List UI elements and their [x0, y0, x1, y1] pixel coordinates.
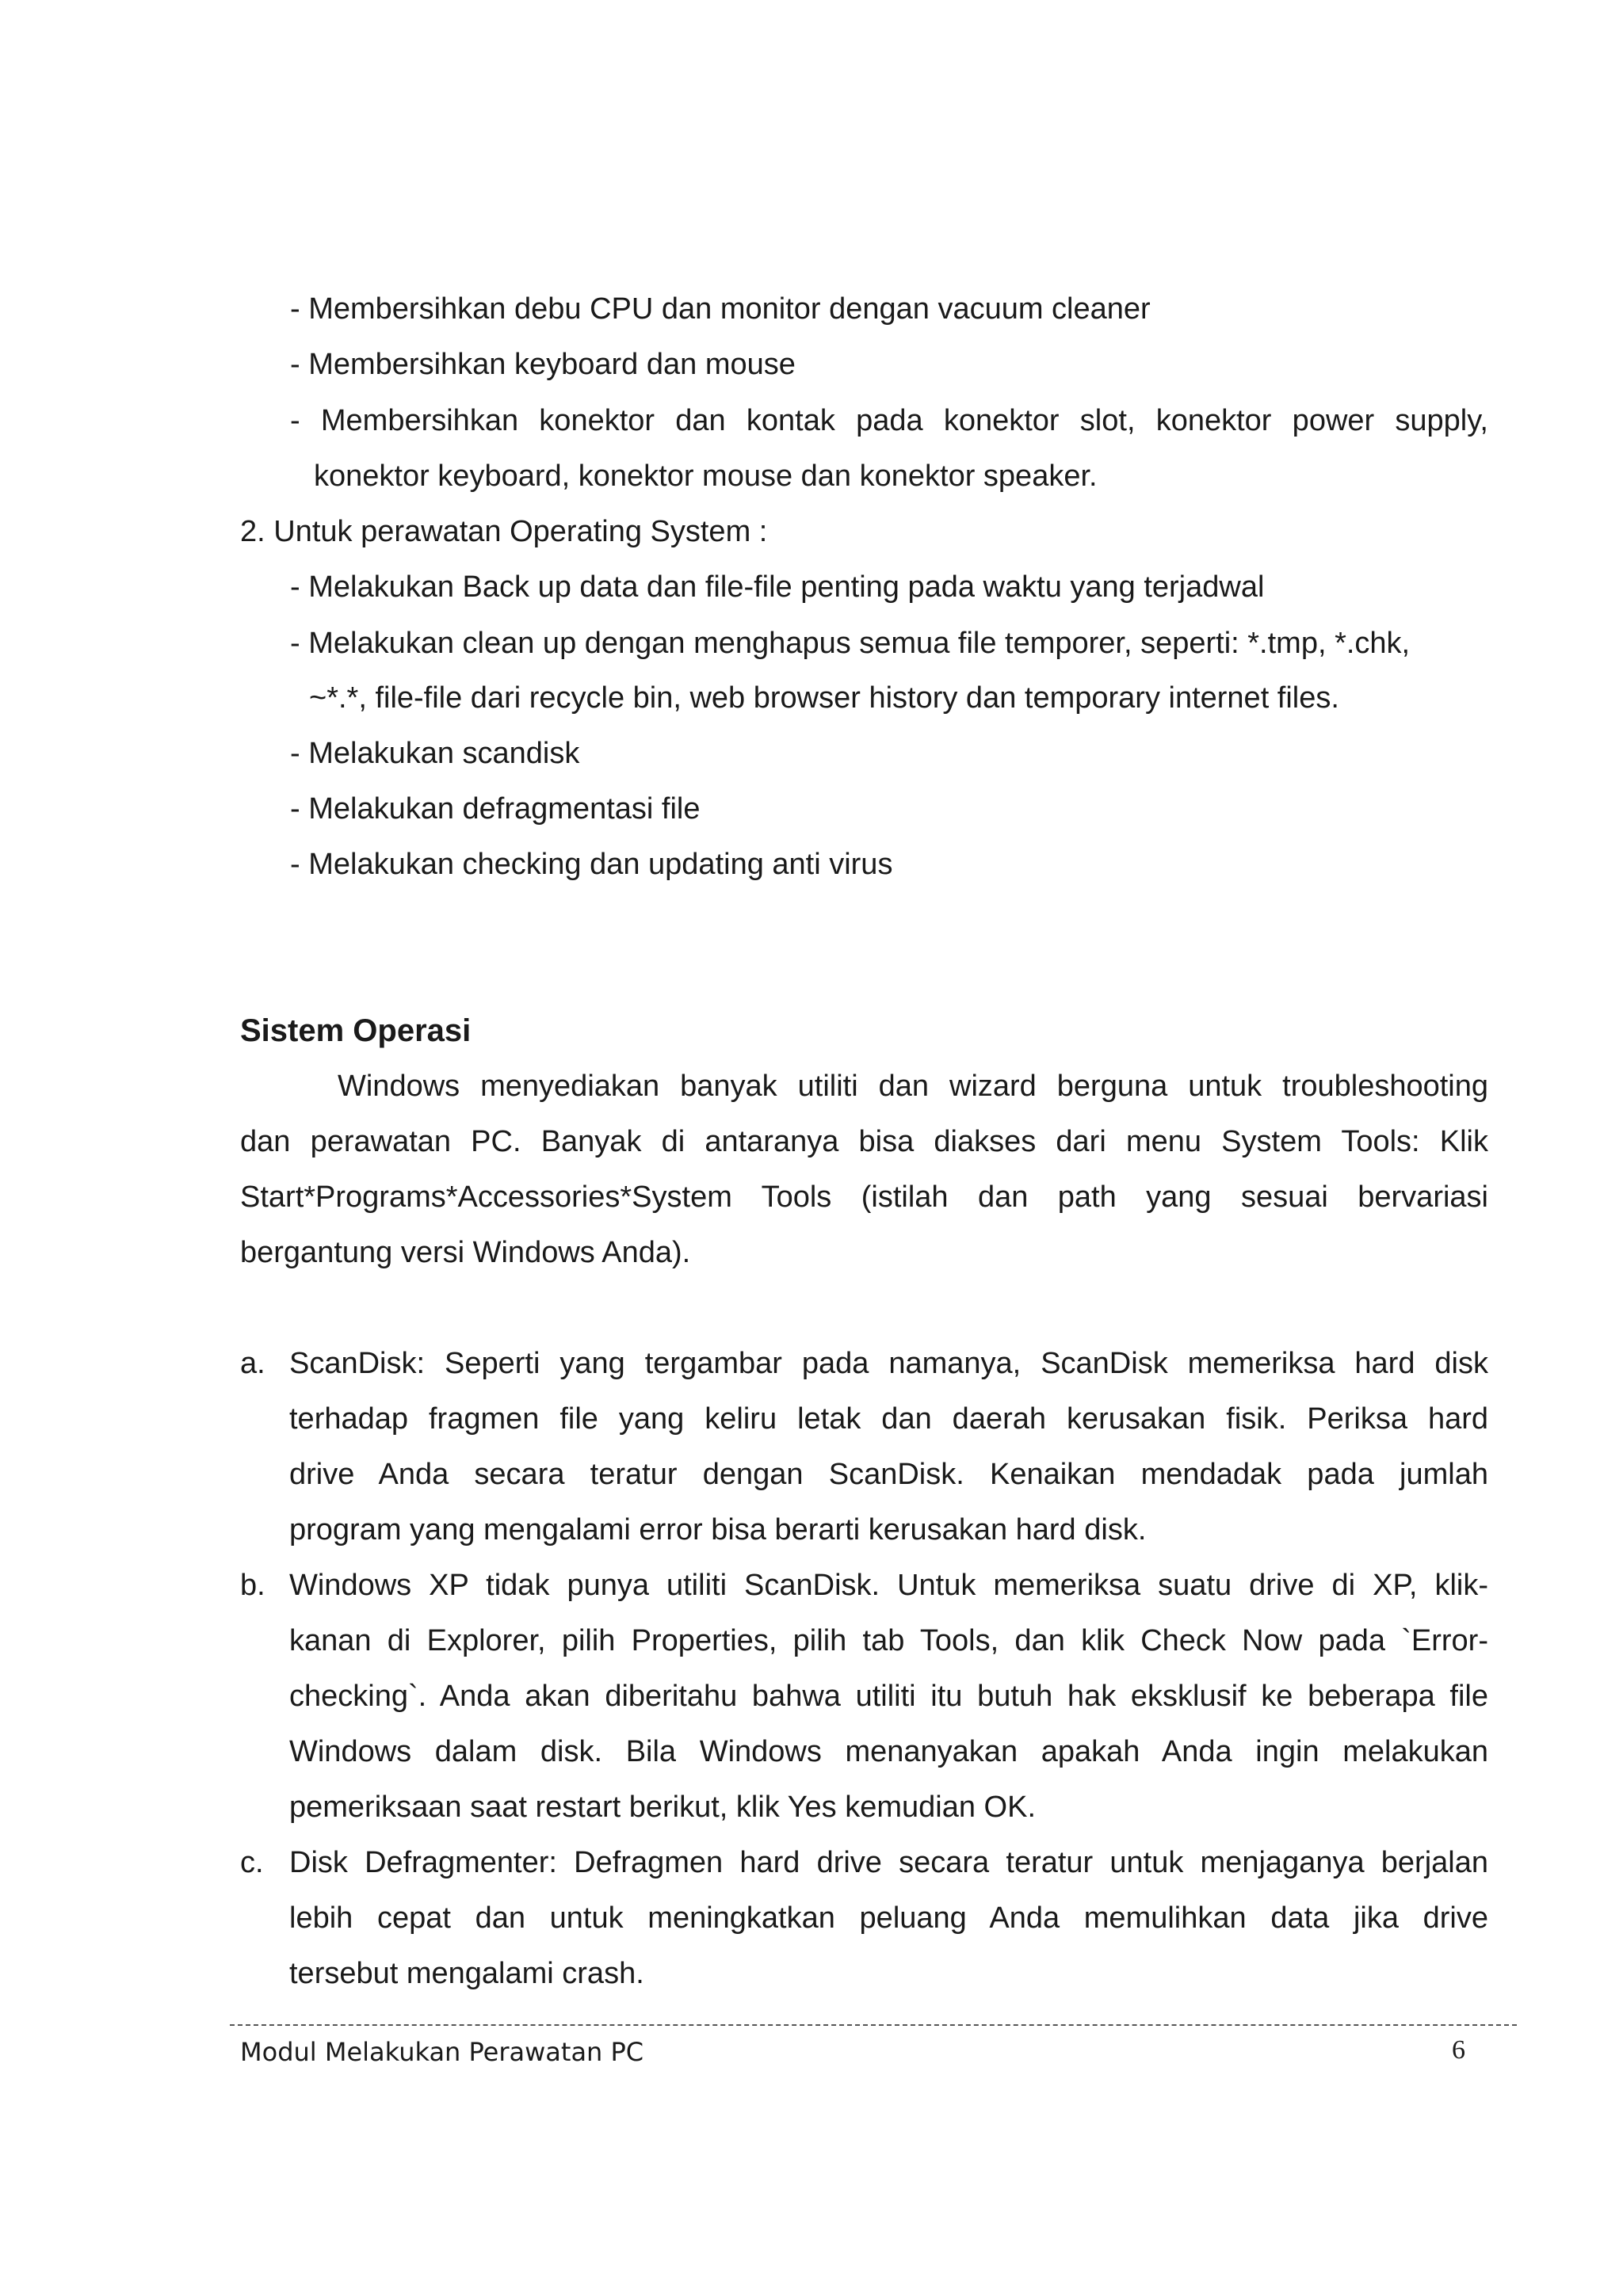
item-a-line-1: ScanDisk: Seperti yang tergambar pada namanya, ScanDisk memeriksa hard disk — [289, 1347, 1488, 1380]
section-heading: Sistem Operasi — [240, 1013, 472, 1048]
item-c-line-3: tersebut mengalami crash. — [289, 1957, 644, 1990]
intro-line-2: dan perawatan PC. Banyak di antaranya bisa diakses dari menu System Tools: Klik — [240, 1125, 1488, 1158]
item-c-marker: c. — [240, 1846, 264, 1879]
item-a-line-2: terhadap fragmen file yang keliru letak dan daerah kerusakan fisik. Periksa hard — [289, 1402, 1488, 1436]
item-b-line-2: kanan di Explorer, pilih Properties, pilih tab Tools, dan klik Check Now pada `Error- — [289, 1624, 1488, 1657]
os-item-2: - Melakukan clean up dengan menghapus semua file temporer, seperti: *.tmp, *.chk, — [290, 627, 1411, 660]
item-a-line-3: drive Anda secara teratur dengan ScanDisk. Kenaikan mendadak pada jumlah — [289, 1458, 1488, 1491]
item-c-line-2: lebih cepat dan untuk meningkatkan peluang Anda memulihkan data jika drive — [289, 1901, 1488, 1935]
item-a-marker: a. — [240, 1347, 265, 1380]
item-a-line-4: program yang mengalami error bisa berarti kerusakan hard disk. — [289, 1513, 1147, 1547]
item-b-marker: b. — [240, 1569, 265, 1602]
hardware-item-1: - Membersihkan debu CPU dan monitor dengan vacuum cleaner — [290, 292, 1151, 326]
os-list-title: 2. Untuk perawatan Operating System : — [240, 515, 768, 548]
intro-line-4: bergantung versi Windows Anda). — [240, 1236, 691, 1269]
footer-divider — [230, 2024, 1517, 2026]
footer-page-number: 6 — [1452, 2035, 1465, 2065]
item-b-line-5: pemeriksaan saat restart berikut, klik Yes kemudian OK. — [289, 1791, 1037, 1824]
os-item-3: - Melakukan scandisk — [290, 737, 580, 770]
item-b-line-4: Windows dalam disk. Bila Windows menanyakan apakah Anda ingin melakukan — [289, 1735, 1488, 1768]
item-c-line-1: Disk Defragmenter: Defragmen hard drive secara teratur untuk menjaganya berjalan — [289, 1846, 1488, 1879]
os-item-4: - Melakukan defragmentasi file — [290, 792, 701, 826]
intro-line-3: Start*Programs*Accessories*System Tools (istilah dan path yang sesuai bervariasi — [240, 1180, 1488, 1214]
item-b-line-3: checking`. Anda akan diberitahu bahwa utiliti itu butuh hak eksklusif ke beberapa file — [289, 1680, 1488, 1713]
hardware-item-3: - Membersihkan konektor dan kontak pada konektor slot, konektor power supply, — [290, 404, 1488, 437]
os-item-1: - Melakukan Back up data dan file-file penting pada waktu yang terjadwal — [290, 570, 1265, 604]
hardware-item-3-continuation: konektor keyboard, konektor mouse dan konektor speaker. — [314, 460, 1098, 493]
intro-line-1: Windows menyediakan banyak utiliti dan wizard berguna untuk troubleshooting — [338, 1070, 1488, 1103]
os-item-2-continuation: ~*.*, file-file dari recycle bin, web browser history dan temporary internet files. — [309, 681, 1339, 715]
os-item-5: - Melakukan checking dan updating anti virus — [290, 848, 893, 881]
item-b-line-1: Windows XP tidak punya utiliti ScanDisk. Untuk memeriksa suatu drive di XP, klik- — [289, 1569, 1488, 1602]
footer-title: Modul Melakukan Perawatan PC — [240, 2037, 644, 2067]
hardware-item-2: - Membersihkan keyboard dan mouse — [290, 348, 796, 381]
